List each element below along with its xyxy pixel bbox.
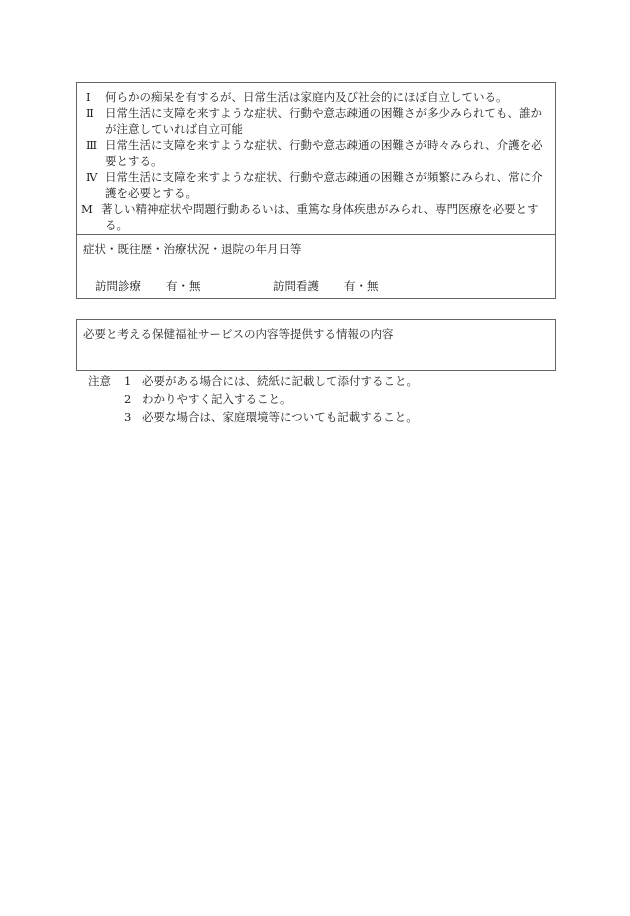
level-description-line: 要とする。 bbox=[105, 154, 163, 168]
note-text: 必要がある場合には、続紙に記載して添付すること。 bbox=[142, 374, 418, 388]
services-box bbox=[76, 319, 556, 371]
note-number: 2 bbox=[124, 392, 132, 406]
level-description-line: 護を必要とする。 bbox=[105, 186, 197, 200]
level-description-line: 日常生活に支障を来すような症状、行動や意志疎通の困難さが多少みられても、誰か bbox=[105, 106, 542, 120]
home-visit-nursing-label: 訪問看護 bbox=[273, 279, 319, 293]
level-description-line: 日常生活に支障を来すような症状、行動や意志疎通の困難さが頻繁にみられ、常に介 bbox=[105, 170, 543, 184]
level-label: Ⅰ bbox=[86, 90, 91, 104]
notes-title: 注意 bbox=[88, 374, 111, 388]
home-visit-medical-option[interactable]: 有・無 bbox=[166, 279, 201, 293]
level-description-line: 何らかの痴呆を有するが、日常生活は家庭内及び社会的にほぼ自立している。 bbox=[105, 90, 508, 104]
dementia-level-box bbox=[76, 82, 556, 299]
note-text: 必要な場合は、家庭環境等についても記載すること。 bbox=[142, 410, 418, 424]
level-description-line: 日常生活に支障を来すような症状、行動や意志疎通の困難さが時々みられ、介護を必 bbox=[105, 138, 543, 152]
level-description-line: 著しい精神症状や問題行動あるいは、重篤な身体疾患がみられ、専門医療を必要とす bbox=[101, 202, 539, 216]
note-number: 3 bbox=[124, 410, 132, 424]
level-label: Ⅳ bbox=[86, 170, 98, 184]
level-description-line: が注意していれば自立可能 bbox=[105, 122, 243, 136]
level-label: M bbox=[81, 202, 93, 216]
note-number: 1 bbox=[124, 374, 132, 388]
home-visit-nursing-option[interactable]: 有・無 bbox=[344, 279, 379, 293]
level-description-line: る。 bbox=[105, 218, 128, 232]
divider bbox=[77, 234, 555, 235]
history-label: 症状・既往歴・治療状況・退院の年月日等 bbox=[83, 242, 302, 256]
level-label: Ⅱ bbox=[86, 106, 94, 120]
note-text: わかりやすく記入すること。 bbox=[142, 392, 292, 406]
services-label: 必要と考える保健福祉サービスの内容等提供する情報の内容 bbox=[83, 327, 394, 341]
level-label: Ⅲ bbox=[86, 138, 98, 152]
home-visit-medical-label: 訪問診療 bbox=[95, 279, 141, 293]
